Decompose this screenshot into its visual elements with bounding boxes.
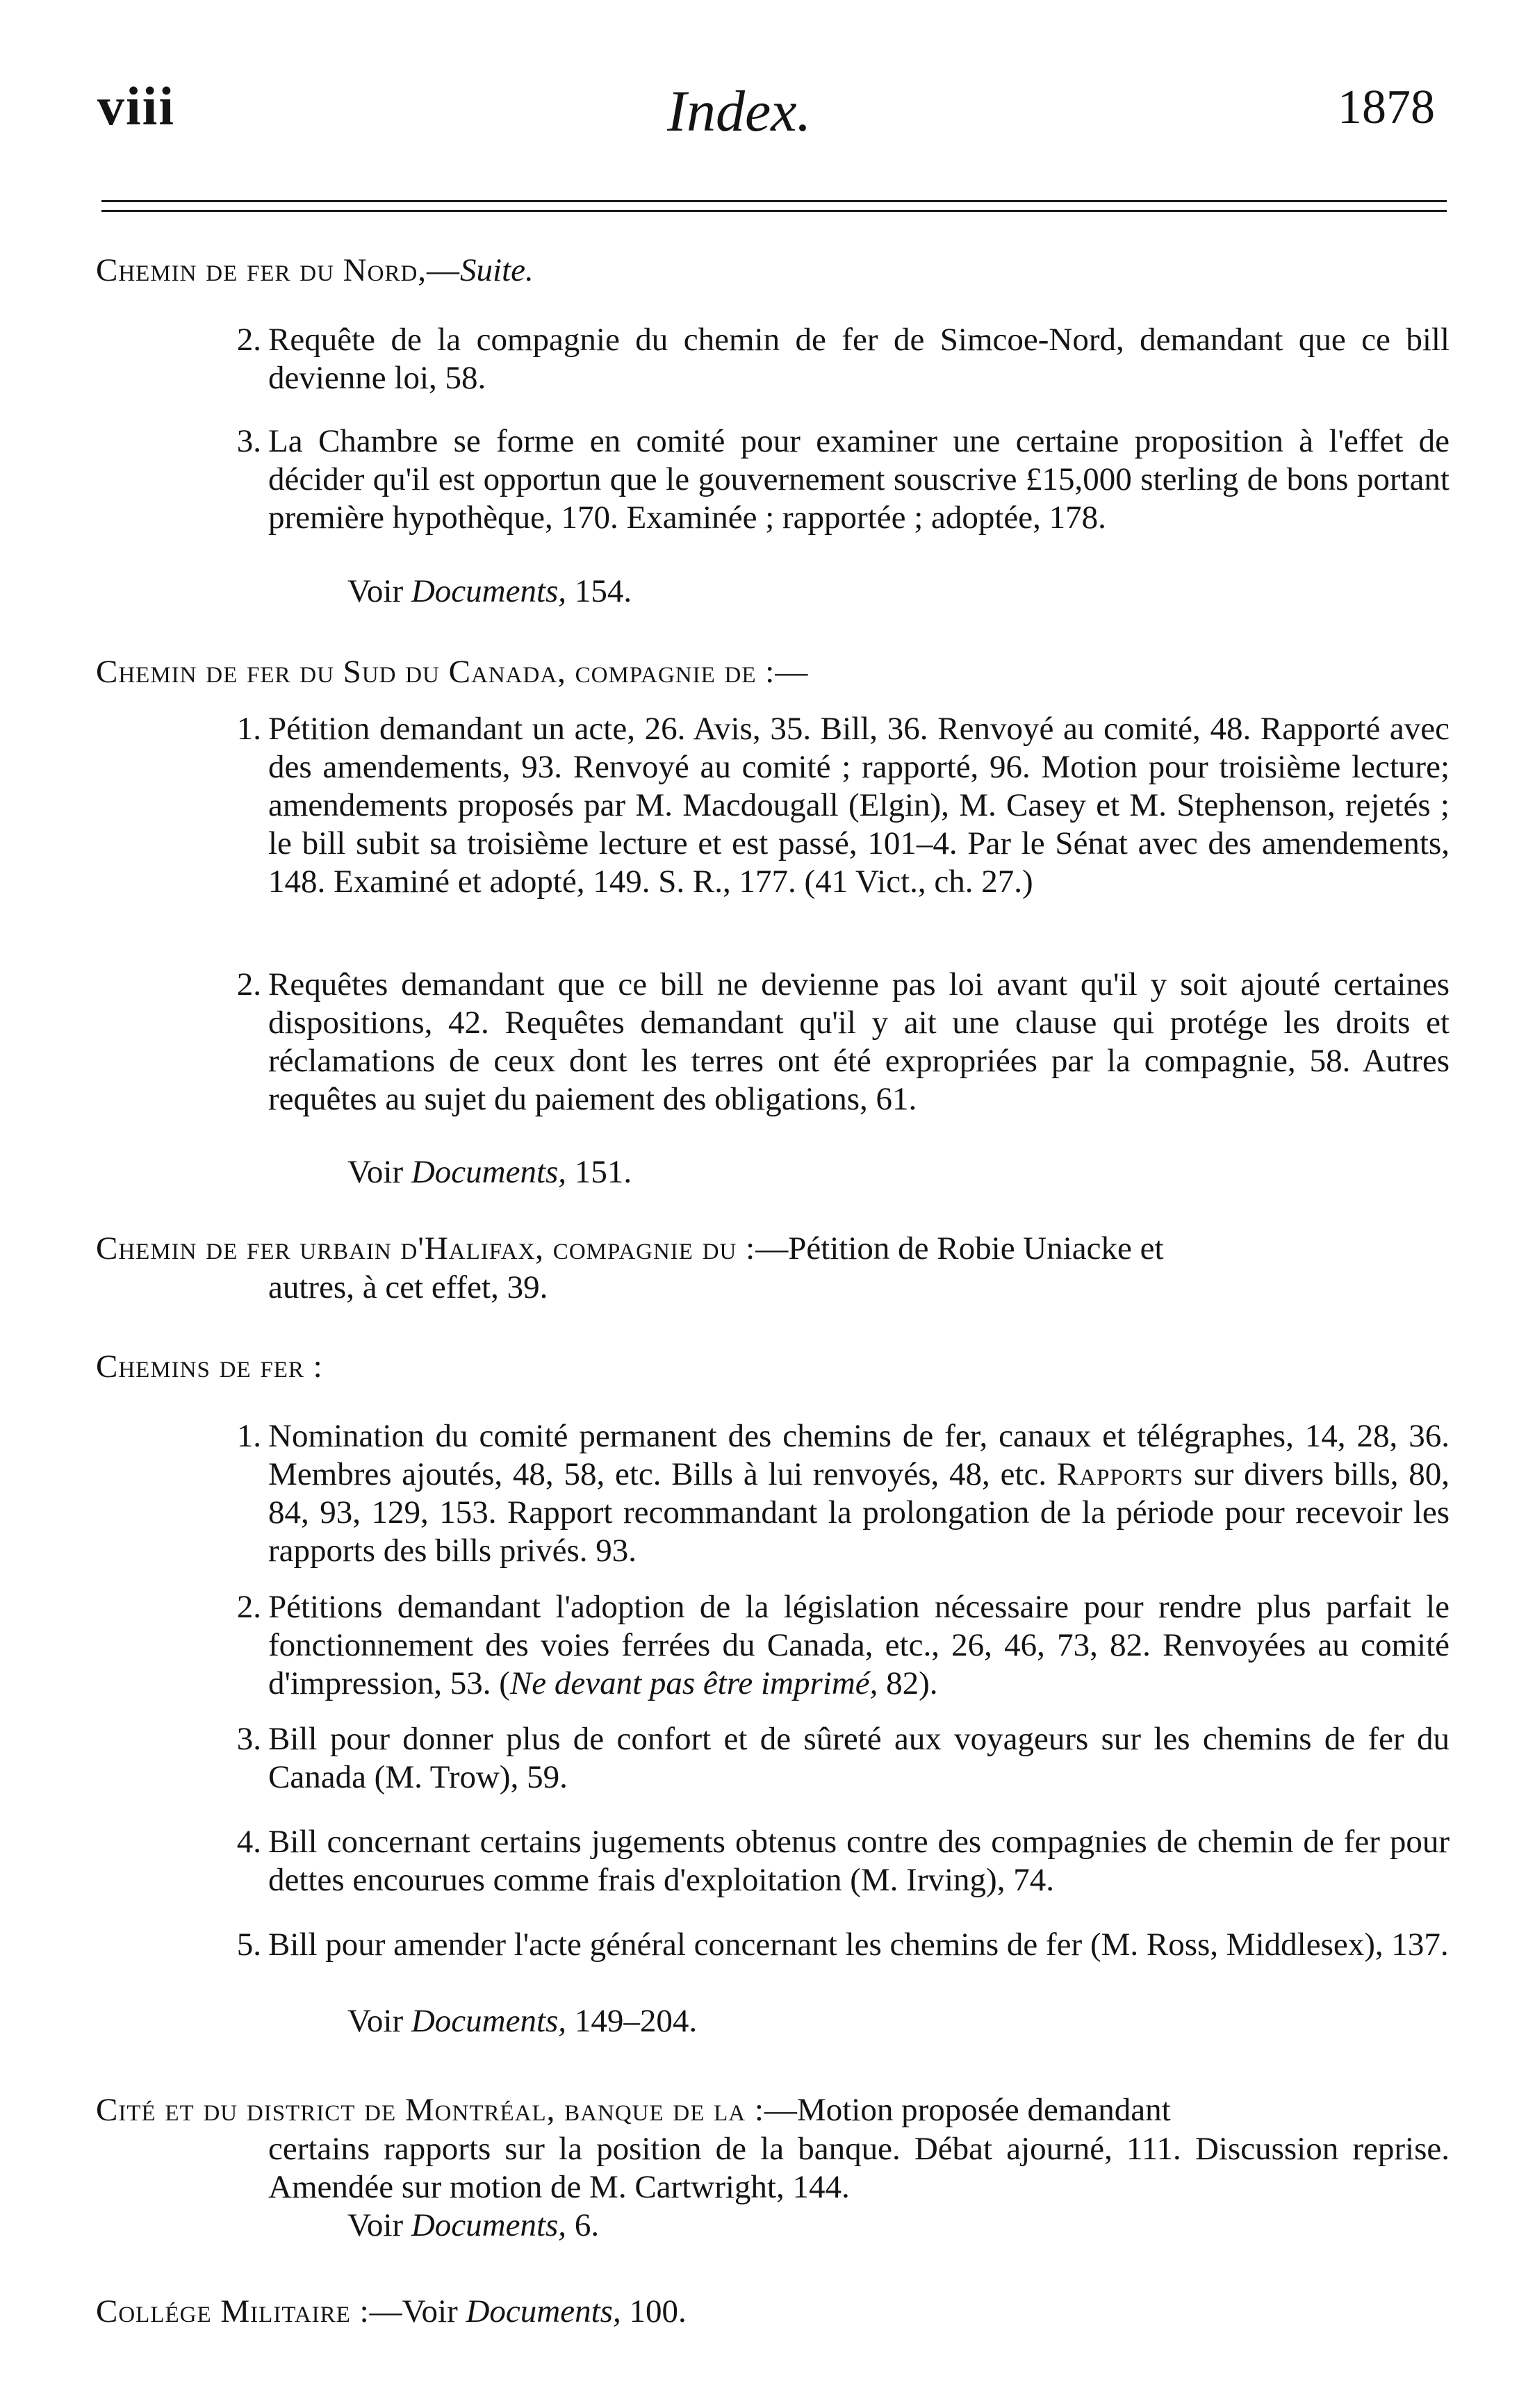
item-text: Requêtes demandant que ce bill ne devienne pas loi avant qu'il y soit ajouté certaines dispositions, 42. Requêtes demandant qu'il y ait une clause qui protége les droits et réclamations de ceux dont les terres ont été expropriées par la compagnie, 58. Autres requêtes au sujet du paiement des obligations, 61.	[268, 966, 1450, 1117]
heading-text: Chemins de fer :	[96, 1349, 323, 1385]
entry-heading-montreal	[96, 2091, 1451, 2129]
entry-chemins-item-5	[236, 1926, 1450, 1964]
item-text-cont: sur divers bills, 80, 84, 93, 129, 153. Rapport recommandant la prolongation de la période pour recevoir les rapports des bills privés. 93.	[268, 1456, 1450, 1569]
heading-rest: —Pétition de Robie Uniacke et	[755, 1230, 1164, 1267]
entry-chemins-item-3	[236, 1720, 1450, 1797]
entry-heading-sud	[96, 653, 1451, 691]
entry-nord-item-2	[236, 321, 1450, 397]
item-text: Bill pour amender l'acte général concernant les chemins de fer (M. Ross, Middlesex), 137.	[268, 1927, 1449, 1963]
heading-ref: 100.	[621, 2293, 687, 2329]
entry-heading-chemins	[96, 1348, 1451, 1386]
item-text-smallcaps: Rapports	[1056, 1456, 1184, 1492]
item-number: 3.	[236, 423, 261, 459]
entry-chemins-item-2	[236, 1588, 1450, 1703]
item-number: 3.	[236, 1721, 261, 1757]
voir-documents: Documents,	[411, 1154, 567, 1190]
heading-documents: Documents,	[466, 2293, 621, 2329]
item-text-cont: 82).	[878, 1665, 938, 1701]
voir-ref: 149–204.	[574, 2003, 698, 2039]
voir-documents: Documents,	[411, 2003, 567, 2039]
entry-heading-halifax	[96, 1230, 1451, 1268]
voir-documents-sud	[347, 1153, 632, 1191]
page-title: Index.	[667, 79, 812, 144]
heading-text: Cité et du district de Montréal, banque de la :	[96, 2092, 764, 2128]
header-year: 1878	[1338, 81, 1435, 134]
header-rule-bottom	[101, 210, 1447, 212]
item-number: 1.	[236, 1418, 261, 1454]
item-text: Nomination du comité permanent des chemins de fer, canaux et télégraphes, 14, 28, 36. Membres ajoutés, 48, 58, etc. Bills à lui renvoyés, 48, etc.	[268, 1418, 1450, 1492]
heading-rest: —Voir	[369, 2293, 466, 2329]
voir-documents: Documents,	[411, 2207, 567, 2243]
voir-ref: 154.	[574, 573, 632, 609]
heading-suite: Suite.	[460, 252, 534, 288]
item-number: 1.	[236, 711, 261, 747]
entry-text: autres, à cet effet, 39.	[268, 1269, 548, 1305]
item-number: 2.	[236, 1589, 261, 1625]
entry-nord-item-3	[236, 422, 1450, 537]
item-number: 2.	[236, 322, 261, 358]
item-text: Pétitions demandant l'adoption de la législation nécessaire pour rendre plus parfait le fonctionnement des voies ferrées du Canada, etc., 26, 46, 73, 82. Renvoyées au comité d'impression, 53. (	[268, 1589, 1450, 1701]
item-number: 2.	[236, 966, 261, 1003]
heading-rest: —Motion proposée demandant	[764, 2092, 1171, 2128]
heading-text: Collége Militaire :	[96, 2293, 370, 2329]
voir-documents-nord	[347, 572, 632, 611]
item-number: 5.	[236, 1927, 261, 1963]
voir-documents-chemins	[347, 2002, 697, 2040]
entry-sud-item-1	[236, 710, 1450, 901]
entry-chemins-item-1	[236, 1417, 1450, 1570]
header-rule-top	[101, 200, 1447, 202]
item-text: Bill concernant certains jugements obtenus contre des compagnies de chemin de fer pour dettes encourues comme frais d'exploitation (M. Irving), 74.	[268, 1824, 1450, 1898]
voir-ref: 6.	[574, 2207, 600, 2243]
voir-documents-montreal	[347, 2207, 599, 2245]
item-text: Bill pour donner plus de confort et de sûreté aux voyageurs sur les chemins de fer du Canada (M. Trow), 59.	[268, 1721, 1450, 1795]
entry-heading-college	[96, 2293, 1451, 2331]
entry-halifax-continuation	[268, 1269, 1450, 1307]
entry-chemins-item-4	[236, 1823, 1450, 1899]
voir-ref: 151.	[574, 1154, 632, 1190]
entry-montreal-continuation	[268, 2130, 1450, 2207]
heading-text: Chemin de fer du Sud du Canada, compagnie de :—	[96, 654, 809, 690]
heading-text: Chemin de fer du Nord,—	[96, 252, 461, 288]
entry-text: certains rapports sur la position de la banque. Débat ajourné, 111. Discussion reprise. Amendée sur motion de M. Cartwright, 144.	[268, 2131, 1450, 2205]
entry-heading-nord	[96, 251, 1451, 290]
voir-label: Voir	[347, 2207, 404, 2243]
heading-text: Chemin de fer urbain d'Halifax, compagnie du :	[96, 1230, 756, 1267]
item-text-italic: Ne devant pas être imprimé,	[509, 1665, 878, 1701]
voir-label: Voir	[347, 1154, 404, 1190]
item-text: Requête de la compagnie du chemin de fer de Simcoe-Nord, demandant que ce bill devienne loi, 58.	[268, 322, 1450, 396]
entry-sud-item-2	[236, 966, 1450, 1119]
item-text: La Chambre se forme en comité pour examiner une certaine proposition à l'effet de décider qu'il est opportun que le gouvernement souscrive £15,000 sterling de bons portant première hypothèque, 170. Examinée ; rapportée ; adoptée, 178.	[268, 423, 1450, 536]
item-number: 4.	[236, 1824, 261, 1860]
voir-documents: Documents,	[411, 573, 567, 609]
page-header	[0, 0, 1535, 208]
voir-label: Voir	[347, 2003, 404, 2039]
voir-label: Voir	[347, 573, 404, 609]
page-number: viii	[97, 76, 176, 136]
item-text: Pétition demandant un acte, 26. Avis, 35. Bill, 36. Renvoyé au comité, 48. Rapporté avec des amendements, 93. Renvoyé au comité ; rapporté, 96. Motion pour troisième lecture; amendements proposés par M. Macdougall (Elgin), M. Casey et M. Stephenson, rejetés ; le bill subit sa troisième lecture et est passé, 101–4. Par le Sénat avec des amendements, 148. Examiné et adopté, 149. S. R., 177. (41 Vict., ch. 27.)	[268, 711, 1450, 900]
